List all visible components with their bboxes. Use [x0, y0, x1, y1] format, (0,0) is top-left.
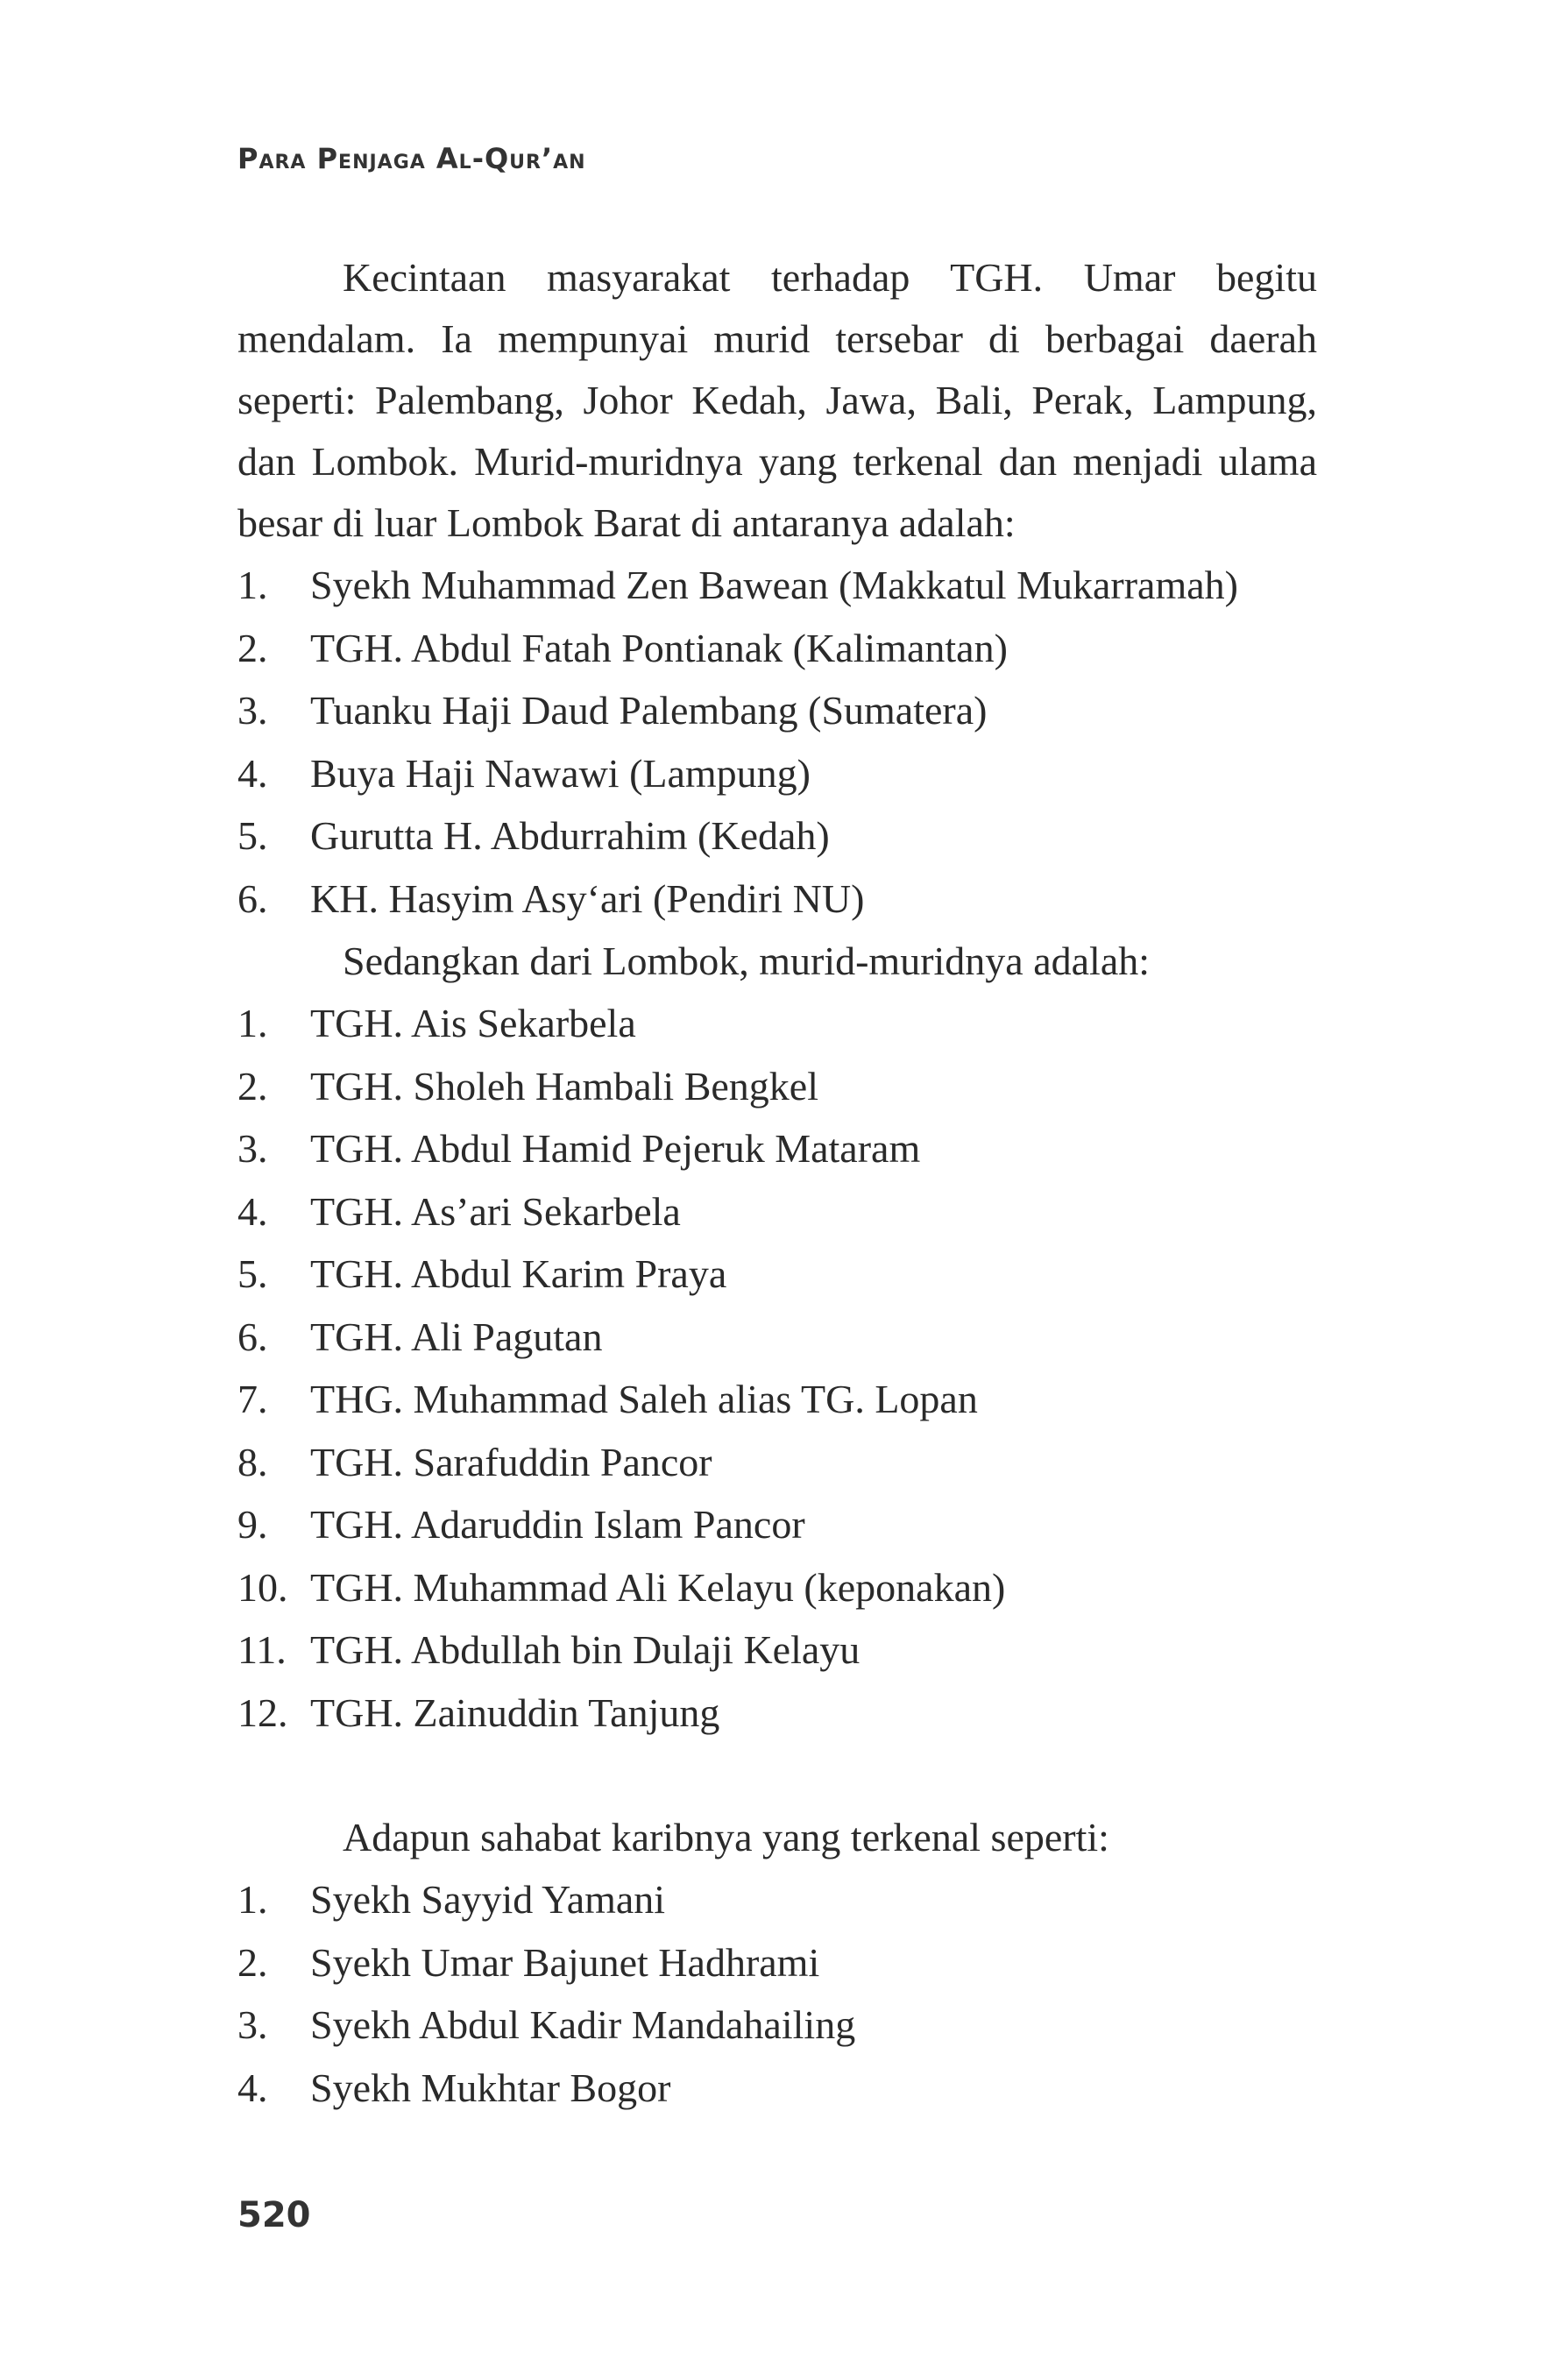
list-number: 6. — [237, 1314, 268, 1359]
list-number: 3. — [237, 688, 268, 733]
list-text: TGH. Abdul Karim Praya — [310, 1251, 727, 1296]
list-item — [237, 1180, 1317, 1243]
list-number: 4. — [237, 1188, 268, 1234]
list-text: TGH. Muhammad Ali Kelayu (keponakan) — [310, 1564, 1006, 1610]
list-item — [237, 1493, 1317, 1556]
page-number: 520 — [237, 2195, 311, 2235]
close-friends-list — [237, 1868, 1317, 2119]
list-number: 4. — [237, 750, 268, 796]
list-text: Buya Haji Nawawi (Lampung) — [310, 750, 811, 796]
list-number: 2. — [237, 625, 268, 670]
list-text: Tuanku Haji Daud Palembang (Sumatera) — [310, 688, 988, 733]
list-item — [237, 1682, 1317, 1745]
body-text — [237, 247, 1317, 2119]
list-number: 5. — [237, 1251, 268, 1296]
list-text: TGH. Ais Sekarbela — [310, 1001, 636, 1045]
list-text: Syekh Mukhtar Bogor — [310, 2065, 671, 2110]
list-item — [237, 617, 1317, 680]
list-item — [237, 804, 1317, 868]
list-number: 8. — [237, 1439, 268, 1484]
list-text: TGH. Abdul Hamid Pejeruk Mataram — [310, 1126, 921, 1171]
list-number: 5. — [237, 813, 268, 858]
list-number: 1. — [237, 1001, 268, 1045]
list-number: 1. — [237, 1877, 268, 1922]
list-item — [237, 679, 1317, 742]
list-number: 2. — [237, 1939, 268, 1985]
list-item — [237, 1619, 1317, 1682]
list-number: 2. — [237, 1063, 268, 1109]
list-text: TGH. As’ari Sekarbela — [310, 1188, 681, 1234]
list-text: TGH. Abdullah bin Dulaji Kelayu — [310, 1627, 860, 1672]
list-number: 3. — [237, 2002, 268, 2047]
friends-lead: Adapun sahabat karibnya yang terkenal seperti: — [343, 1815, 1109, 1859]
list-number: 3. — [237, 1126, 268, 1171]
list-text: KH. Hasyim Asy‘ari (Pendiri NU) — [310, 875, 865, 921]
running-title: Para Penjaga Al-Qur’an — [237, 142, 586, 175]
list-item — [237, 1556, 1317, 1619]
list-item — [237, 1931, 1317, 1994]
list-number: 9. — [237, 1502, 268, 1547]
list-number: 7. — [237, 1377, 268, 1421]
section-spacer — [237, 1744, 1317, 1806]
list-number: 4. — [237, 2065, 268, 2110]
list-text: TGH. Ali Pagutan — [310, 1314, 603, 1359]
students-outside-lombok-list — [237, 554, 1317, 930]
list-item — [237, 1994, 1317, 2057]
list-item — [237, 554, 1317, 617]
list-number: 12. — [237, 1689, 288, 1735]
list-text: Gurutta H. Abdurrahim (Kedah) — [310, 813, 830, 858]
list-item — [237, 992, 1317, 1055]
list-text: Syekh Sayyid Yamani — [310, 1877, 666, 1922]
list-text: TGH. Adaruddin Islam Pancor — [310, 1502, 805, 1547]
list-text: Syekh Abdul Kadir Mandahailing — [310, 2002, 856, 2047]
list-text: TGH. Abdul Fatah Pontianak (Kalimantan) — [310, 625, 1008, 670]
list-item — [237, 742, 1317, 805]
list-number: 10. — [237, 1564, 288, 1610]
list-item — [237, 1117, 1317, 1180]
list-item — [237, 868, 1317, 931]
list-number: 6. — [237, 875, 268, 921]
list-text: Syekh Umar Bajunet Hadhrami — [310, 1939, 820, 1985]
list-text: THG. Muhammad Saleh alias TG. Lopan — [310, 1377, 978, 1421]
students-lombok-list — [237, 992, 1317, 1744]
list-item — [237, 1368, 1317, 1431]
list-text: TGH. Sarafuddin Pancor — [310, 1439, 712, 1484]
lombok-lead: Sedangkan dari Lombok, murid-muridnya adalah: — [343, 939, 1151, 983]
list-number: 1. — [237, 563, 268, 607]
list-item — [237, 1306, 1317, 1369]
list-item — [237, 2057, 1317, 2120]
list-item — [237, 1868, 1317, 1931]
list-text: TGH. Zainuddin Tanjung — [310, 1689, 720, 1735]
list-item — [237, 1431, 1317, 1494]
list-item — [237, 1243, 1317, 1306]
intro-paragraph: Kecintaan masyarakat terhadap TGH. Umar begitu mendalam. Ia mempunyai murid tersebar di berbagai daerah seperti: Palembang, Johor Kedah, Jawa, Bali, Perak, Lampung, dan Lombok. Murid-muridnya yang terkenal dan menjadi ulama besar di luar Lombok Barat di antaranya adalah: — [237, 255, 1317, 545]
list-number: 11. — [237, 1627, 287, 1672]
list-text: Syekh Muhammad Zen Bawean (Makkatul Mukarramah) — [310, 563, 1238, 607]
list-text: TGH. Sholeh Hambali Bengkel — [310, 1063, 819, 1109]
list-item — [237, 1055, 1317, 1118]
